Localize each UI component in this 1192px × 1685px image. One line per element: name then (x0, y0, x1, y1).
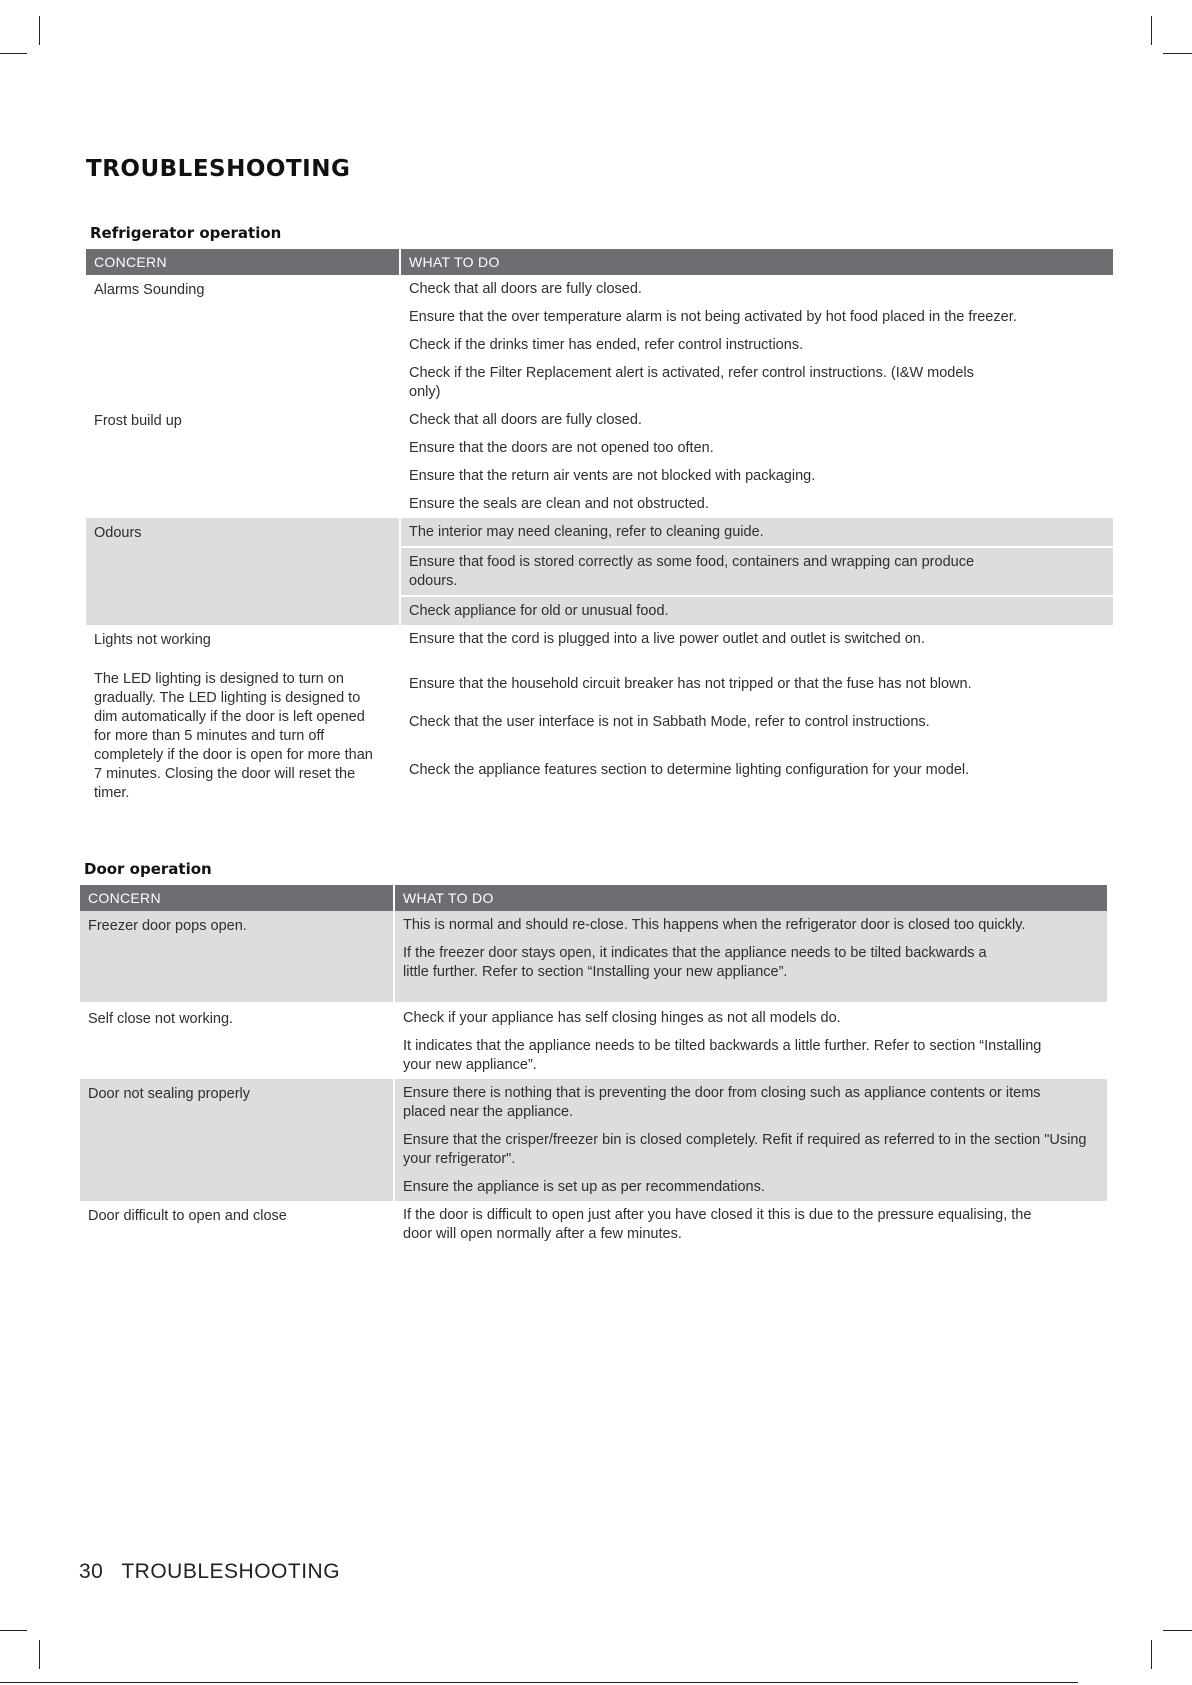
what-to-do-cell (395, 1004, 1107, 1079)
action-item: This is normal and should re-close. This happens when the refrigerator door is closed too quickly. (403, 917, 1026, 933)
action-item: Check if your appliance has self closing hinges as not all models do. (403, 1010, 841, 1026)
troubleshooting-table (80, 885, 1107, 1248)
table-row (80, 911, 1107, 1002)
action-item: If the freezer door stays open, it indicates that the appliance needs to be tilted backwards a little further. Refer to section “Installing your new appliance”. (403, 945, 987, 980)
what-to-do-cell (401, 625, 1113, 656)
what-to-do-cell (395, 1201, 1107, 1248)
action-item: Ensure that the return air vents are not blocked with packaging. (409, 468, 816, 484)
table-row (80, 1201, 1107, 1248)
action-item: It indicates that the appliance needs to be tilted backwards a little further. Refer to section “Installing your new appliance”. (403, 1038, 1042, 1073)
crop-mark (1163, 53, 1192, 54)
what-to-do-cell (401, 656, 1113, 809)
concern-cell: Door not sealing properly (80, 1079, 393, 1201)
table-row (86, 275, 1113, 406)
table-row (86, 656, 1113, 809)
section-title: Refrigerator operation (90, 224, 282, 242)
action-item: Ensure that food is stored correctly as some food, containers and wrapping can produce odours. (401, 548, 1113, 597)
what-to-do-cell (401, 406, 1113, 518)
concern-cell: Alarms Sounding (94, 282, 205, 298)
action-item: Check that all doors are fully closed. (409, 281, 642, 297)
action-item: Ensure the appliance is set up as per recommendations. (403, 1179, 765, 1195)
page-number: 30 (79, 1560, 104, 1583)
crop-mark (39, 16, 40, 45)
action-item: Ensure that the crisper/freezer bin is closed completely. Refit if required as referred to in the section "Using your refrigerator". (403, 1132, 1087, 1167)
action-item: Check that the user interface is not in Sabbath Mode, refer to control instructions. (409, 714, 930, 730)
crop-mark (0, 53, 27, 54)
concern-cell: Frost build up (94, 413, 182, 429)
section-title: Door operation (84, 860, 212, 878)
what-to-do-cell (395, 911, 1107, 1002)
what-to-do-cell (395, 1079, 1107, 1201)
action-item: Ensure that the over temperature alarm is not being activated by hot food placed in the freezer. (409, 309, 1017, 325)
table-row (86, 518, 1113, 625)
crop-mark (1151, 1640, 1152, 1669)
concern-cell: Self close not working. (88, 1011, 234, 1027)
table-row (80, 1079, 1107, 1201)
concern-header: CONCERN (86, 249, 399, 275)
concern-cell: Door difficult to open and close (88, 1208, 287, 1224)
action-item: The interior may need cleaning, refer to cleaning guide. (401, 518, 1113, 548)
concern-cell: Lights not working (94, 632, 211, 648)
what-to-do-header: WHAT TO DO (401, 249, 1113, 275)
action-item: Ensure that the cord is plugged into a live power outlet and outlet is switched on. (409, 631, 925, 647)
refrigerator-section (86, 223, 1113, 809)
action-item: Check if the Filter Replacement alert is activated, refer control instructions. (I&W models only) (409, 365, 974, 400)
action-item: Ensure the seals are clean and not obstructed. (409, 496, 709, 512)
crop-mark (39, 1640, 40, 1669)
action-item: Ensure that the doors are not opened too often. (409, 440, 714, 456)
concern-cell: The LED lighting is designed to turn on gradually. The LED lighting is designed to dim automatically if the door is left opened for more than 5 minutes and turn off completely if the door is open for more than 7 minutes. Closing the door will reset the timer. (94, 671, 373, 801)
page-title: TROUBLESHOOTING (86, 156, 351, 182)
what-to-do-cell (401, 275, 1113, 406)
what-to-do-header: WHAT TO DO (395, 885, 1107, 911)
action-item: Check that all doors are fully closed. (409, 412, 642, 428)
action-item: Ensure that the household circuit breaker has not tripped or that the fuse has not blown. (409, 676, 972, 692)
action-item: Check if the drinks timer has ended, refer control instructions. (409, 337, 804, 353)
table-row (80, 1002, 1107, 1079)
page-footer (79, 1560, 340, 1584)
action-item: Check appliance for old or unusual food. (409, 603, 669, 619)
footer-section-label: TROUBLESHOOTING (121, 1560, 341, 1583)
concern-cell: Freezer door pops open. (80, 911, 393, 1002)
table-row (86, 625, 1113, 656)
crop-mark (1163, 1630, 1192, 1631)
table-header (86, 249, 1113, 275)
crop-mark (1151, 16, 1152, 45)
troubleshooting-table (86, 249, 1113, 809)
table-header (80, 885, 1107, 911)
concern-cell: Odours (86, 518, 399, 625)
crop-mark (0, 1682, 1078, 1683)
action-item: Ensure there is nothing that is preventing the door from closing such as appliance contents or items placed near the appliance. (403, 1085, 1041, 1120)
crop-mark (0, 1630, 27, 1631)
action-item: Check the appliance features section to determine lighting configuration for your model. (409, 762, 970, 778)
what-to-do-cell (401, 518, 1113, 625)
action-item: If the door is difficult to open just after you have closed it this is due to the pressure equalising, the door will open normally after a few minutes. (403, 1207, 1032, 1242)
concern-header: CONCERN (80, 885, 393, 911)
table-row (86, 406, 1113, 518)
door-section (80, 859, 1107, 1248)
